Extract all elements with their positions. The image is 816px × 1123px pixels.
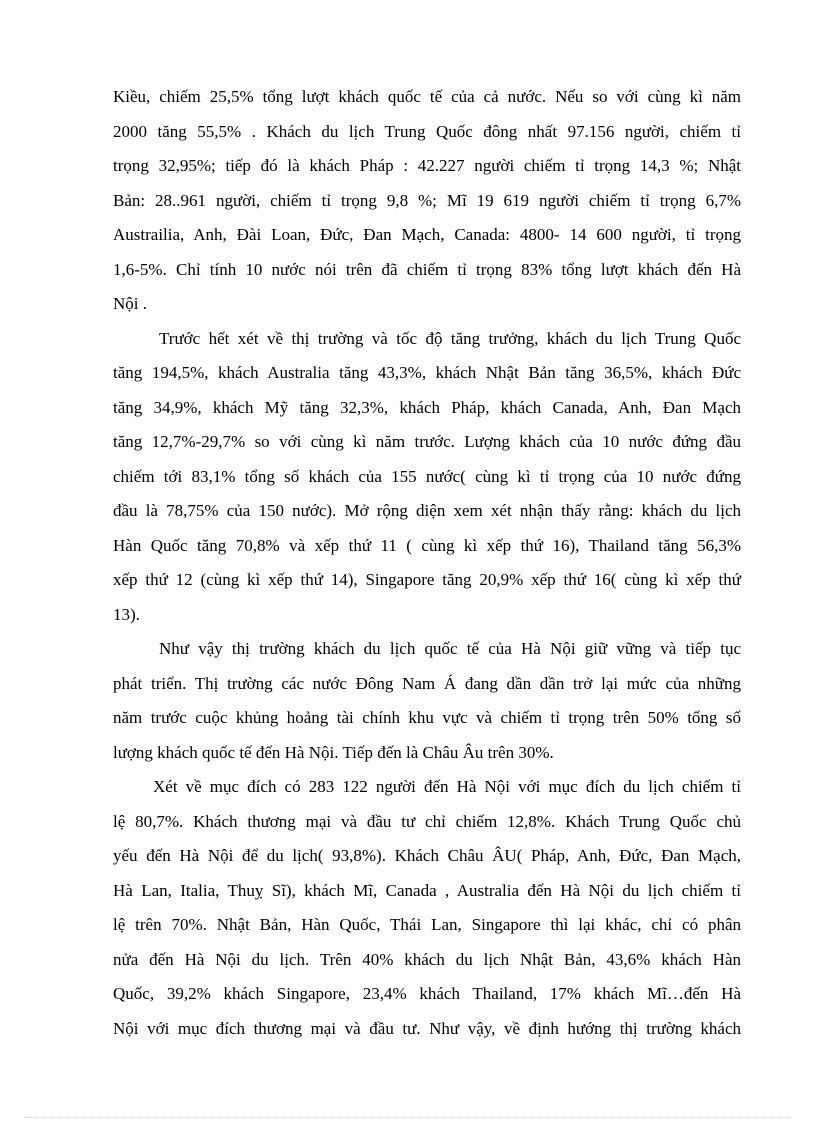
text-line: lệ trên 70%. Nhật Bản, Hàn Quốc, Thái Lan, Singapore thì lại khác, chỉ có phân — [113, 915, 741, 934]
text-line: Như vậy thị trường khách du lịch quốc tế của Hà Nội giữ vững và tiếp tục — [159, 639, 741, 658]
text-line: nửa đến Hà Nội du lịch. Trên 40% khách du lịch Nhật Bản, 43,6% khách Hàn — [113, 949, 741, 969]
text-line: Hà Lan, Italia, Thuỵ Sĩ), khách Mĩ, Canada , Australia đến Hà Nội du lịch chiếm tỉ — [113, 880, 741, 900]
paragraph-2 — [113, 322, 741, 633]
text-line: lượng khách quốc tế đến Hà Nội. Tiếp đến là Châu Âu trên 30%. — [113, 742, 554, 762]
text-line: Nội . — [113, 294, 147, 313]
text-line: Bản: 28..961 người, chiếm tỉ trọng 9,8 %; Mĩ 19 619 người chiếm tỉ trọng 6,7% — [113, 190, 741, 210]
text-line: 2000 tăng 55,5% . Khách du lịch Trung Quốc đông nhất 97.156 người, chiếm tỉ — [113, 121, 741, 141]
text-line: chiếm tới 83,1% tổng số khách của 155 nước( cùng kì tỉ trọng của 10 nước đứng — [113, 466, 741, 486]
text-line: 13). — [113, 604, 140, 624]
text-line: tăng 34,9%, khách Mỹ tăng 32,3%, khách Pháp, khách Canada, Anh, Đan Mạch — [113, 397, 741, 417]
text-line: đầu là 78,75% của 150 nước). Mở rộng diện xem xét nhận thấy rằng: khách du lịch — [113, 501, 741, 520]
text-line: Nội với mục đích thương mại và đầu tư. Như vậy, về định hướng thị trường khách — [113, 1018, 741, 1038]
text-line: 1,6-5%. Chỉ tính 10 nước nói trên đã chiếm tỉ trọng 83% tổng lượt khách đến Hà — [113, 259, 741, 279]
text-line: tăng 12,7%-29,7% so với cùng kì năm trước. Lượng khách của 10 nước đứng đầu — [113, 432, 741, 451]
text-line: Kiều, chiếm 25,5% tổng lượt khách quốc tế của cả nước. Nếu so với cùng kì năm — [113, 87, 741, 106]
document-page — [113, 80, 741, 1046]
text-line: lệ 80,7%. Khách thương mại và đầu tư chỉ chiếm 12,8%. Khách Trung Quốc chủ — [113, 811, 741, 831]
text-line: xếp thứ 12 (cùng kì xếp thứ 14), Singapore tăng 20,9% xếp thứ 16( cùng kì xếp thứ — [113, 570, 741, 589]
text-line: Xét về mục đích có 283 122 người đến Hà Nội với mục đích du lịch chiếm tỉ — [153, 777, 741, 796]
text-line: trọng 32,95%; tiếp đó là khách Pháp : 42.227 người chiếm tỉ trọng 14,3 %; Nhật — [113, 156, 741, 175]
text-line: yếu đến Hà Nội để du lịch( 93,8%). Khách Châu ÂU( Pháp, Anh, Đức, Đan Mạch, — [113, 846, 741, 865]
paragraph-4 — [113, 770, 741, 1046]
text-line: Hàn Quốc tăng 70,8% và xếp thứ 11 ( cùng kì xếp thứ 16), Thailand tăng 56,3% — [113, 535, 741, 555]
text-line: Austrailia, Anh, Đài Loan, Đức, Đan Mạch, Canada: 4800- 14 600 người, tỉ trọng — [113, 225, 741, 244]
text-line: Trước hết xét về thị trường và tốc độ tăng trưởng, khách du lịch Trung Quốc — [159, 328, 741, 348]
text-line: năm trước cuộc khủng hoảng tài chính khu vực và chiếm tỉ trọng trên 50% tổng số — [113, 708, 741, 727]
text-line: Quốc, 39,2% khách Singapore, 23,4% khách Thailand, 17% khách Mĩ…đến Hà — [113, 984, 741, 1003]
text-line: tăng 194,5%, khách Australia tăng 43,3%, khách Nhật Bản tăng 36,5%, khách Đức — [113, 363, 741, 382]
page-bottom-divider — [24, 1117, 792, 1118]
paragraph-1 — [113, 80, 741, 322]
text-line: phát triển. Thị trường các nước Đông Nam Á đang dần dần trở lại mức của những — [113, 673, 741, 693]
paragraph-3 — [113, 632, 741, 770]
